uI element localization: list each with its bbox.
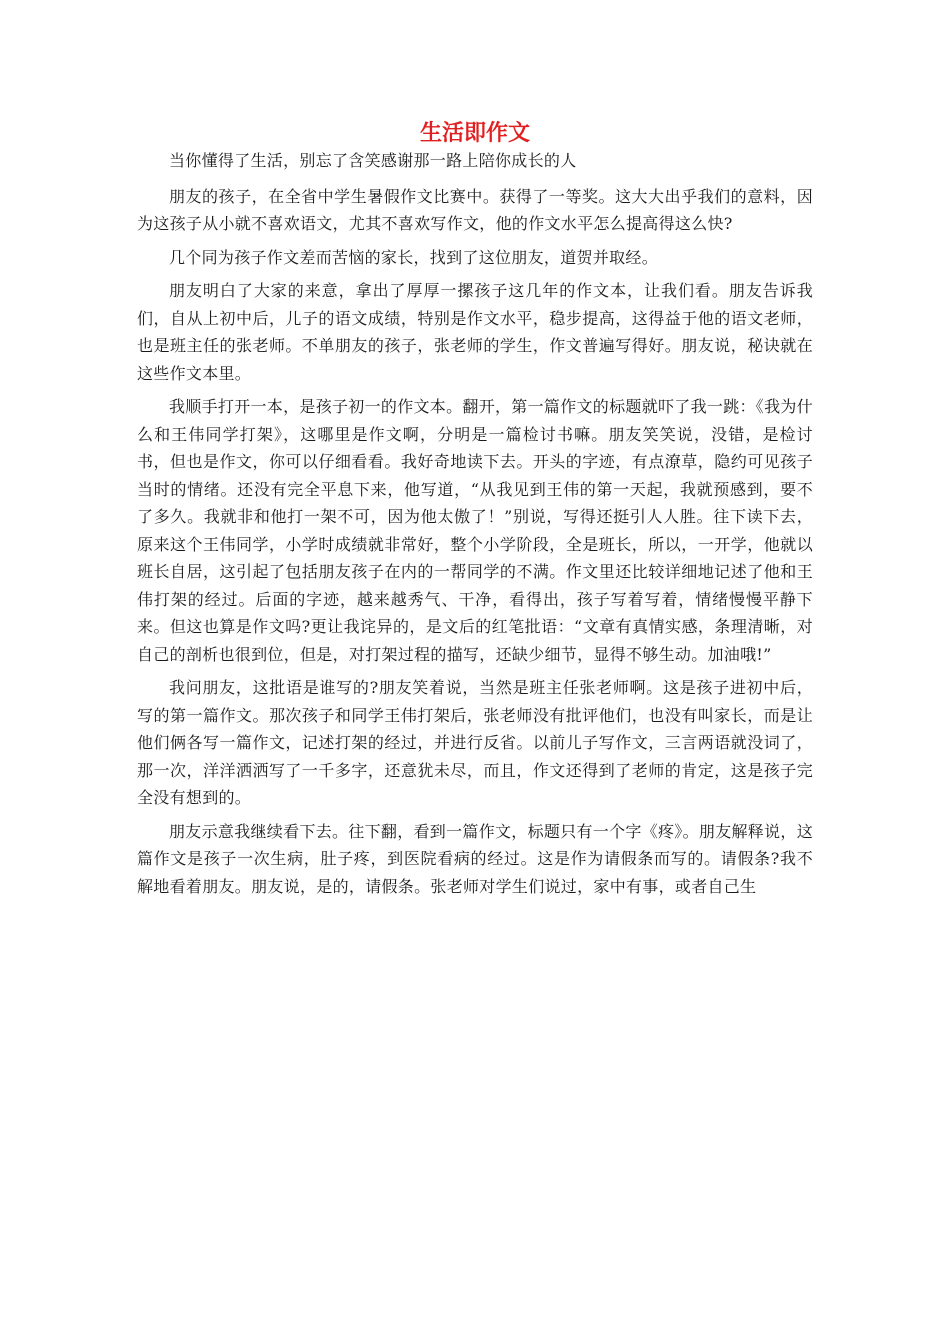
paragraph: 我顺手打开一本，是孩子初一的作文本。翻开，第一篇作文的标题就吓了我一跳：《我为什么和王伟同学打架》，这哪里是作文啊，分明是一篇检讨书嘛。朋友笑笑说，没错，是检讨书，但也是作文，你可以仔细看看。我好奇地读下去。开头的字迹，有点潦草，隐约可见孩子当时的情绪。还没有完全平息下来，他写道，“从我见到王伟的第一天起，我就预感到，要不了多久。我就非和他打一架不可，因为他太傲了！”别说，写得还挺引人人胜。往下读下去，原来这个王伟同学，小学时成绩就非常好，整个小学阶段，全是班长，所以，一开学，他就以班长自居，这引起了包括朋友孩子在内的一帮同学的不满。作文里还比较详细地记述了他和王伟打架的经过。后面的字迹，越来越秀气、干净，看得出，孩子写着写着，情绪慢慢平静下来。但这也算是作文吗?更让我诧异的，是文后的红笔批语：“文章有真情实感，条理清晰，对自己的剖析也很到位，但是，对打架过程的描写，还缺少细节，显得不够生动。加油哦!”	[137, 397, 814, 664]
paragraph: 朋友示意我继续看下去。往下翻，看到一篇作文，标题只有一个字《疼》。朋友解释说，这篇作文是孩子一次生病，肚子疼，到医院看病的经过。这是作为请假条而写的。请假条?我不解地看着朋友。朋友说，是的，请假条。张老师对学生们说过，家中有事，或者自己生	[137, 821, 814, 896]
document-title: 生活即作文	[419, 121, 530, 146]
paragraph: 我问朋友，这批语是谁写的?朋友笑着说，当然是班主任张老师啊。这是孩子进初中后，写的第一篇作文。那次孩子和同学王伟打架后，张老师没有批评他们，也没有叫家长，而是让他们俩各写一篇作文，记述打架的经过，并进行反省。以前儿子写作文，三言两语就没词了，那一次，洋洋洒洒写了一千多字，还意犹未尽，而且，作文还得到了老师的肯定，这是孩子完全没有想到的。	[137, 678, 813, 807]
paragraph: 朋友明白了大家的来意，拿出了厚厚一摞孩子这几年的作文本，让我们看。朋友告诉我们，自从上初中后，儿子的语文成绩，特别是作文水平，稳步提高，这得益于他的语文老师，也是班主任的张老师。不单朋友的孩子，张老师的学生，作文普遍写得好。朋友说，秘诀就在这些作文本里。	[137, 281, 813, 383]
document-body	[137, 147, 813, 906]
subtitle-line: 当你懂得了生活，别忘了含笑感谢那一路上陪你成长的人	[169, 151, 577, 170]
paragraph: 朋友的孩子，在全省中学生暑假作文比赛中。获得了一等奖。这大大出乎我们的意料，因为这孩子从小就不喜欢语文，尤其不喜欢写作文，他的作文水平怎么提高得这么快?	[137, 186, 813, 233]
paragraph: 几个同为孩子作文差而苦恼的家长，找到了这位朋友，道贺并取经。	[169, 247, 659, 267]
